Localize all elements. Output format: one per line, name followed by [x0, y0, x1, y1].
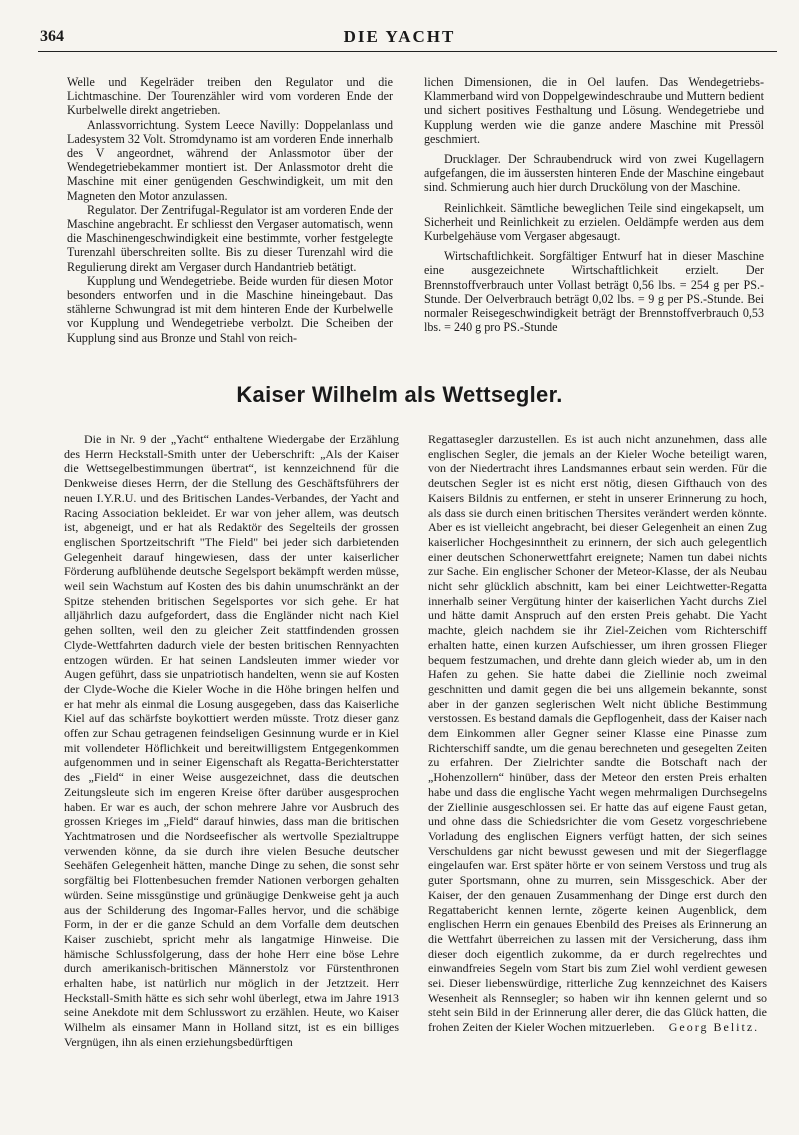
running-title: DIE YACHT: [343, 27, 456, 46]
paragraph: Drucklager. Der Schraubendruck wird von zwei Kugellagern aufgefangen, die im äussersten hinteren Ende der Maschine eingebaut sind. Schmierung auch hier durch Druckölung von der Maschine.: [424, 152, 764, 195]
article-column-right: [428, 432, 767, 1035]
page-number: 364: [40, 28, 64, 45]
header-rule: [38, 51, 777, 52]
article-column-left: [64, 432, 399, 1050]
paragraph: lichen Dimensionen, die in Oel laufen. Das Wendegetriebs-Klammerband wird von Doppelgewindeschraube und Muttern bedient und sichert positives Festhaltung und Lösung. Wendegetriebe und Kupplung werden wie die ganze andere Maschine mit Pressöl geschmiert.: [424, 75, 764, 146]
author-signature: Georg Belitz.: [668, 1020, 760, 1035]
page-header: [0, 26, 799, 50]
article-text: Regattasegler darzustellen. Es ist auch nicht anzunehmen, dass alle englischen Segler, die jemals an der Kieler Woche beteiligt waren, von der Niedertracht ihres Landsmannes erbaut sein werden. Für die deutschen Segler ist es nicht erst nötig, diesen Gifthauch von des Kaisers Bildnis zu entfernen, er steht in unserer Erinnerung zu hoch, als dass sie durch einen britischen Thersites verändert werden könnte. Aber es ist vielleicht angebracht, bei dieser Gelegenheit an einen Zug kaiserlicher Hochgesinntheit zu erinnern, der sich auch gelegentlich einer deutschen Schonerwettfahrt ereignete; Namen tun dabei nichts zur Sache. Ein englischer Schoner der Meteor-Klasse, der als Neubau nicht sehr glücklich abschnitt, kam bei einer Leichtwetter-Regatta innerhalb seiner Vergütung hinter der kaiserlichen Yacht durchs Ziel und hätte damit Anspruch auf den ersten Preis gehabt. Die Yacht machte, gleich nachdem sie ihr Ziel-Zeichen vom Richterschiff erhalten hatte, einen kurzen Aufschiesser, um ihren grossen Flieger bequem festzumachen, und drehte dann gleich wieder ab, um in den Hafen zu gehen. Sie hatte dabei die Ziellinie noch zweimal geschnitten und damit gegen die bei uns allgemein bekannte, sonst aber in der ganzen seglerischen Welt nicht übliche Bestimmung verstossen. Es bestand damals die Gepflogenheit, dass der Kaiser nach dem Einkommen aller Gegner seiner Klasse eine Pinasse zum Richterschiff sandte, um die genau berechneten und gesegelten Zeiten zu erfahren. Der Zielrichter sandte die Botschaft nach der „Hohenzollern“ hinüber, dass der Meteor den ersten Preis erhalten habe und dass die englische Yacht wegen mehrmaligen Durchsegelns der Ziellinie ausgeschlossen sei. Er hatte das auf eigene Faust getan, und ohne dass die Schiedsrichter die vom Gesetz vorgeschriebene Vorladung des englischen Eigners verfügt hatten, der sich seines Verschuldens gar nicht bewusst gewesen und mit der Siegerflagge eingelaufen war. Erst später hörte er von seinem Verstoss und trug als guter Sportsmann, ohne zu murren, sein Missgeschick. Aber der Kaiser, der den genauen Zusammenhang der Dinge erst durch den Regattabericht kennen lernte, zögerte keinen Augenblick, dem englischen Herrn ein genaues Ebenbild des Preises als Erinnerung an die Wettfahrt überreichen zu lassen mit der Versicherung, dass ihm dieser doch eigentlich zukomme, da er durch regelrechtes und einwandfreies Segeln vom Start bis zum Ziel wohl verdient gewesen sei. Dieser liebenswürdige, ritterliche Zug kennzeichnet des Kaisers Wesenheit als Rennsegler; so haben wir ihn kennen gelernt und so steht sein Bild in der Erinnerung aller derer, die das Glück hatten, die frohen Zeiten der Kieler Wochen mitzuerleben.: [428, 432, 767, 1035]
paragraph: Wirtschaftlichkeit. Sorgfältiger Entwurf hat in dieser Maschine eine ausgezeichnete Wirtschaftlichkeit erzielt. Der Brennstoffverbrauch unter Vollast beträgt 0,56 lbs. = 254 g per PS.-Stunde. Der Oelverbrauch beträgt 0,02 lbs. = 9 g per PS.-Stunde. Bei normaler Reisegeschwindigkeit beträgt der Brennstoffverbrauch 0,53 lbs. = 240 g pro PS.-Stunde: [424, 249, 764, 335]
article-title: Kaiser Wilhelm als Wettsegler.: [236, 382, 563, 407]
column-top-left: [67, 75, 393, 345]
paragraph: Anlassvorrichtung. System Leece Navilly: Doppelanlass und Ladesystem 32 Volt. Stromdynamo ist am vorderen Ende innerhalb des V angeordnet, während der Anlassmotor über der Wendegetriebekammer montiert ist. Der Anlassmotor dreht die Maschine mit einer genügenden Geschwindigkeit, um mit den Magneten den Motor anzulassen.: [67, 117, 393, 203]
paragraph: Kupplung und Wendegetriebe. Beide wurden für diesen Motor besonders entworfen und in die Maschine hineingebaut. Das stählerne Schwungrad ist mit dem hinteren Ende der Kurbelwelle vor Kupplung und Wendegetriebe verbolzt. Die Scheiben der Kupplung sind aus Bronze und Stahl von reich-: [67, 273, 393, 345]
article-paragraph: [428, 432, 767, 1035]
column-top-right: [424, 75, 764, 334]
paragraph: Reinlichkeit. Sämtliche beweglichen Teile sind eingekapselt, um Sicherheit und Reinlichkeit zu erzielen. Oeldämpfe werden aus dem Kurbelgehäuse vom Vergaser abgesaugt.: [424, 200, 764, 244]
article-paragraph: Die in Nr. 9 der „Yacht“ enthaltene Wiedergabe der Erzählung des Herrn Heckstall-Smith unter der Ueberschrift: „Als der Kaiser die Wettsegelbestimmungen übertrat“, ist kennzeichnend für die Denkweise dieses Herrn, der die Stellung des Geschäftsführers der neuen I.Y.R.U. und des Britischen Landes-Verbandes, der Yacht and Racing Association bekleidet. Er war von jeher allem, was deutsch ist, abgeneigt, und er hat als Redaktör des Segelteils der grossen englischen Sportzeitschrift "The Field" bei jeder sich darbietenden Gelegenheit darauf hingewiesen, dass der unter kaiserlicher Förderung aufblühende deutsche Segelsport bekämpft werden müsse, weil sein Wachstum auf Kosten des bis dahin unumschränkt an der Spitze stehenden britischen Segelsportes vor sich gehe. Er hat alljährlich dazu aufgefordert, dass die Engländer nicht nach Kiel gehen sollten, weil den zu gleicher Zeit stattfindenden grossen Clyde-Wettfahrten dadurch viele der besten britischen Rennyachten entzogen würden. Er hat seinen Landsleuten immer wieder vor Augen geführt, dass sie unpatriotisch handelten, wenn sie auf Kosten der Clyde-Woche die Kieler Woche in die Höhe bringen helfen und er hat mehr als einmal die Losung ausgegeben, dass das Kaiserliche Kiel auf das schärfste boykottiert werden müsste. Trotz dieser ganz offen zur Schau getragenen feindseligen Gesinnung wurde er in Kiel mit vollendeter Höflichkeit und bereitwilligstem Entgegenkommen aufgenommen und in seiner Eigenschaft als Regatta-Berichterstatter des „Field“ in einer Weise ausgezeichnet, dass die deutschen Zeitungsleute sich im engeren Kreise öfter darüber ausgesprochen haben. Er war es auch, der schon mehrere Jahre vor Ausbruch des grossen Krieges im „Field“ darauf hinwies, dass man die britischen Yachtmatrosen und die Nordseefischer als wertvolle Spezialtruppe verwenden könne, da sie durch ihre vielen Besuche deutscher Seehäfen Gelegenheit hätten, manche Dinge zu sehen, die sonst sehr sorgfältig bei Flottenbesuchen fremder Nationen verborgen gehalten würden. Seine missgünstige und grünäugige Denkweise geht ja auch aus der Schilderung des Ingomar-Falles hervor, und die schäbige Form, in der er die ganze Schuld an dem Vorfalle dem deutschen Kaiser zuschiebt, spricht mehr als langatmige Hinweise. Die hämische Schlussfolgerung, dass der hohe Herr eine böse Lehre durch amerikanisch-britischen Männerstolz vor Fürstenthronen erhalten habe, ist natürlich nur möglich in der Jetztzeit. Herr Heckstall-Smith hätte es sich sehr wohl überlegt, etwa im Jahre 1913 seine Anekdote mit dem Schlusswort zu erzählen. Heute, wo Kaiser Wilhelm als einsamer Mann in Holland sitzt, ist es ein billiges Vergnügen, ihn als einen erziehungsbedürftigen: [64, 432, 399, 1049]
paragraph: Regulator. Der Zentrifugal-Regulator ist am vorderen Ende der Maschine angebracht. Er schliesst den Vergaser automatisch, wenn die Maschinengeschwindigkeit eine bestimmte, vorher festgelegte Turenzahl überschreiten sollte. Bis zu dieser Turenzahl wird die Regulierung direkt am Vergaser durch Handantrieb betätigt.: [67, 202, 393, 274]
paragraph: Welle und Kegelräder treiben den Regulator und die Lichtmaschine. Der Tourenzähler wird vom vorderen Ende der Kurbelwelle direkt angetrieben.: [67, 75, 393, 118]
